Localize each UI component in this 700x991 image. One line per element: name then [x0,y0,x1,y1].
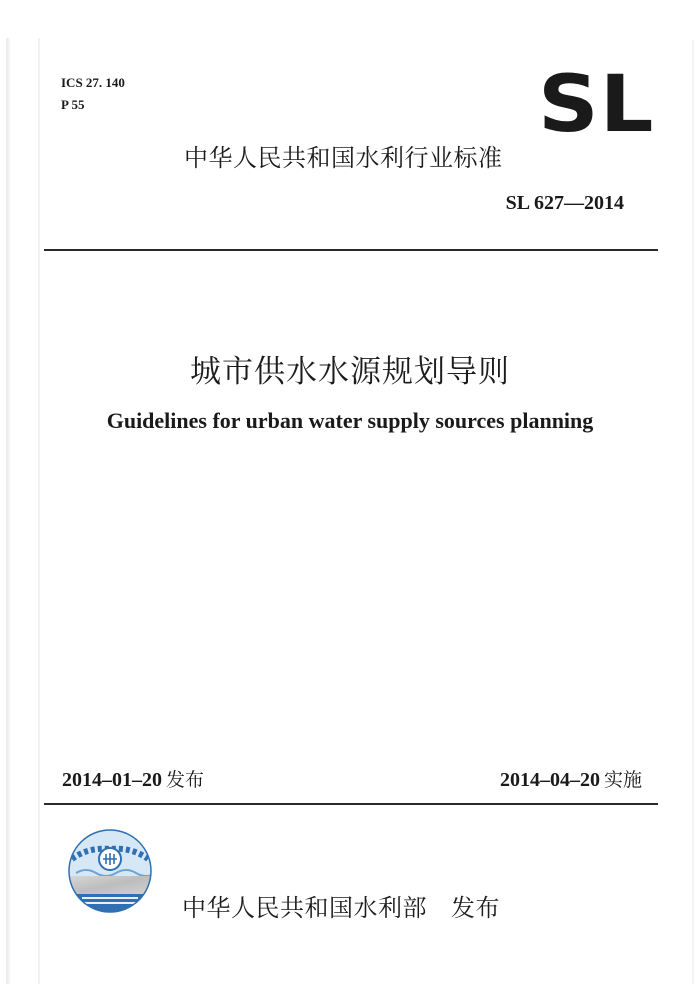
implement-date-block [500,765,642,792]
issue-date: 2014–01–20 [62,769,162,791]
implement-date: 2014–04–20 [499,769,600,791]
binding-edge [6,38,10,984]
bottom-divider [44,803,658,805]
top-divider [44,249,658,251]
page-right-edge [692,40,694,984]
industry-standard-heading: 中华人民共和国水利行业标准 [184,144,503,172]
publisher-name: 中华人民共和国水利部 [182,894,427,922]
title-english: Guidelines for urban water supply sources planning [106,408,594,433]
classification-code: P 55 [61,97,85,112]
standard-number: SL 627—2014 [505,192,624,214]
publisher-block [182,888,500,923]
ics-code: ICS 27. 140 [61,75,125,90]
implement-label: 实施 [603,769,642,791]
binding-edge-inner [38,38,40,984]
sl-logo: SL [538,60,655,150]
issue-label: 发布 [166,769,205,791]
publish-label: 发布 [451,894,500,922]
anti-counterfeit-seal-icon [68,829,152,913]
title-chinese: 城市供水水源规划导则 [190,354,510,390]
issue-date-block [62,765,204,792]
